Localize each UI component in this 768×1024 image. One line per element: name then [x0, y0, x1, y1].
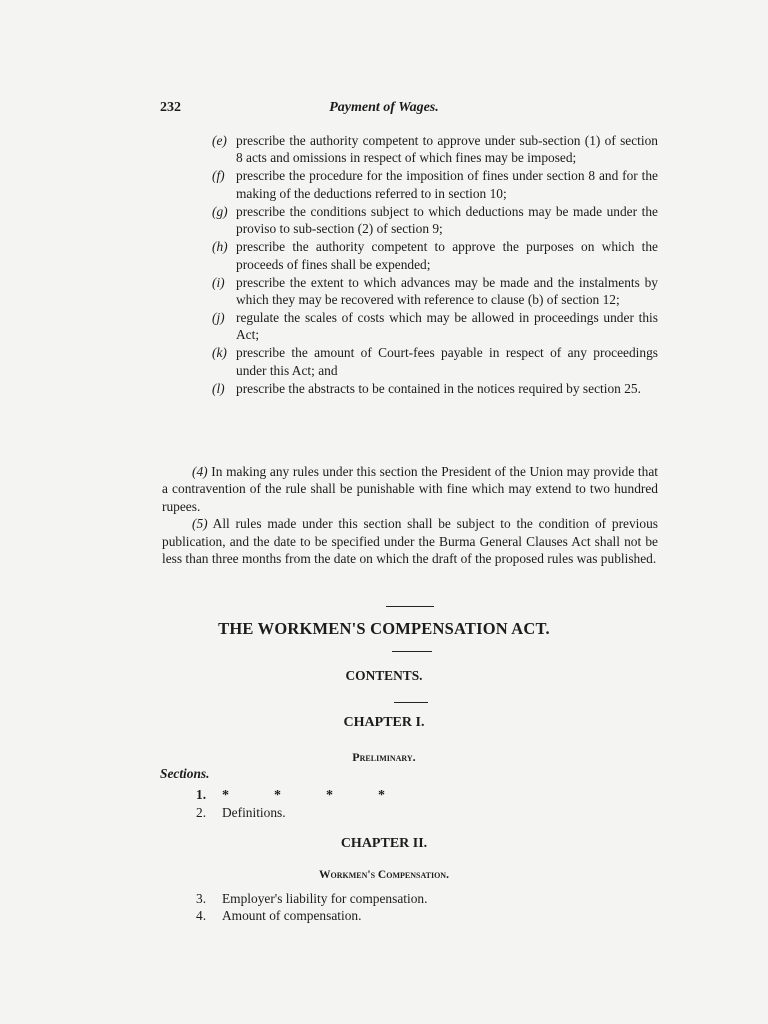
toc-item-text: Definitions.: [222, 805, 286, 820]
toc-item-number: 4.: [196, 908, 207, 923]
clause-e: [212, 132, 658, 167]
clause-text: prescribe the procedure for the imposition of fines under section 8 and for the making of the deductions referred to in section 10;: [236, 168, 658, 201]
clause-text: prescribe the conditions subject to which deductions may be made under the proviso to sub-section (2) of section 9;: [236, 203, 658, 237]
clause-j: [212, 309, 658, 344]
clause-text: prescribe the extent to which advances may be made and the instalments by which they may be recovered with reference to clause (b) of section 12;: [236, 274, 658, 308]
omitted-section-stars: * * * *: [222, 788, 385, 803]
paragraph-text: All rules made under this section shall be subject to the condition of previous publication, and the date to be specified under the Burma General Clauses Act shall not be less than three months from the date on which the draft of the proposed rules was published.: [162, 516, 658, 567]
paragraph-number: (5): [192, 516, 208, 532]
chapter-2-subheading: Workmen's Compensation.: [319, 869, 449, 881]
clause-label: (l): [212, 380, 225, 396]
divider-rule: [394, 702, 428, 703]
toc-item-number: 1.: [196, 787, 207, 802]
toc-item-4: [196, 908, 361, 924]
clause-i: [212, 274, 658, 309]
toc-item-3: [196, 891, 427, 907]
clause-label: (h): [212, 239, 228, 255]
chapter-2-heading: CHAPTER II.: [340, 836, 428, 851]
toc-item-2: [196, 805, 286, 821]
paragraph-4: [162, 463, 658, 515]
clause-k: [212, 344, 658, 379]
toc-item-number: 3.: [196, 891, 207, 906]
sub-section-paragraphs: [162, 463, 658, 567]
act-title: THE WORKMEN'S COMPENSATION ACT.: [218, 619, 550, 638]
toc-item-text: Employer's liability for compensation.: [222, 891, 428, 906]
clause-text: prescribe the abstracts to be contained in the notices required by section 25.: [236, 380, 641, 396]
divider-rule: [386, 606, 434, 607]
clause-text: regulate the scales of costs which may be allowed in proceedings under this Act;: [236, 310, 658, 343]
paragraph-5: [162, 515, 658, 567]
clause-g: [212, 203, 658, 238]
clause-label: (i): [212, 274, 225, 290]
toc-item-number: 2.: [196, 805, 207, 820]
clause-l: [212, 380, 658, 397]
clause-label: (j): [212, 310, 225, 326]
contents-heading: CONTENTS.: [345, 668, 423, 683]
clause-f: [212, 167, 658, 202]
chapter-1-heading: CHAPTER I.: [343, 715, 425, 730]
divider-rule: [392, 651, 432, 652]
toc-item-text: Amount of compensation.: [222, 908, 362, 923]
clause-h: [212, 238, 658, 273]
toc-item-1: [196, 787, 222, 803]
clause-label: (f): [212, 168, 225, 184]
clause-label: (k): [212, 345, 227, 361]
clause-label: (g): [212, 203, 228, 219]
paragraph-number: (4): [192, 464, 208, 479]
clause-text: prescribe the amount of Court-fees payable in respect of any proceedings under this Act; and: [236, 345, 658, 378]
running-title: Payment of Wages.: [329, 100, 439, 115]
clause-list: [212, 132, 658, 398]
clause-label: (e): [212, 133, 227, 148]
paragraph-text: In making any rules under this section the President of the Union may provide that a contravention of the rule shall be punishable with fine which may extend to two hundred rupees.: [162, 464, 658, 514]
sections-label: Sections.: [160, 766, 210, 781]
clause-text: prescribe the authority competent to approve the purposes on which the proceeds of fines shall be expended;: [236, 239, 658, 272]
chapter-1-subheading: Preliminary.: [352, 750, 416, 764]
page-number: 232: [160, 100, 181, 115]
clause-text: prescribe the authority competent to approve under sub-section (1) of section 8 acts and omissions in respect of which fines may be imposed;: [236, 133, 658, 166]
